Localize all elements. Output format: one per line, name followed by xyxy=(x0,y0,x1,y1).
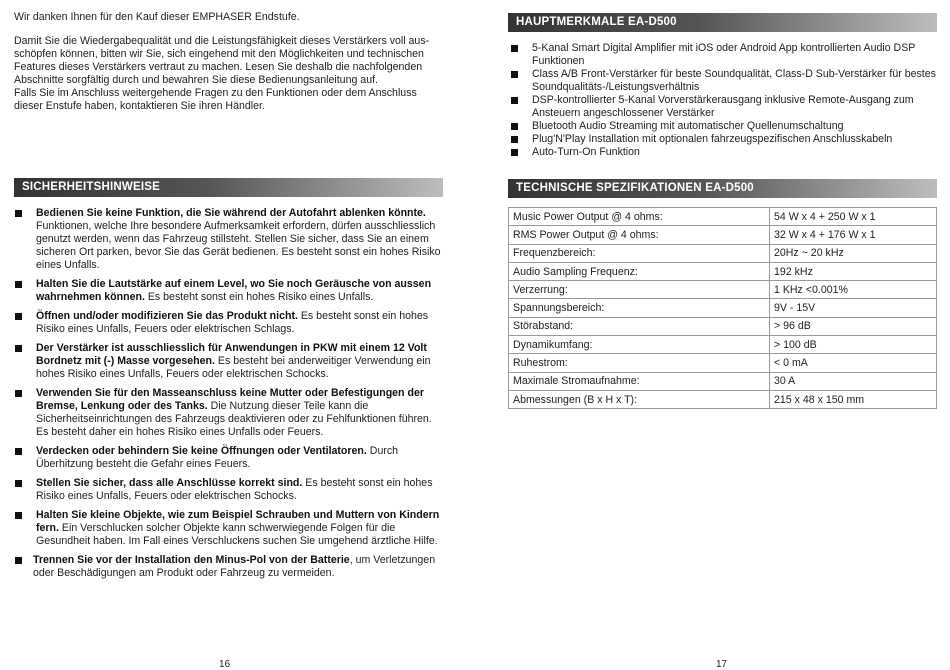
safety-item-bold: Halten Sie die Lautstärke auf einem Level, wo Sie noch Geräusche von aussen wahrnehmen können. xyxy=(36,278,432,303)
feature-item xyxy=(508,68,948,94)
spec-value: 30 A xyxy=(770,372,937,390)
spec-label: Maximale Stromaufnahme: xyxy=(509,372,770,390)
feature-item xyxy=(508,120,948,133)
bullet-square-icon xyxy=(15,512,22,519)
table-row xyxy=(509,336,937,354)
table-row xyxy=(509,372,937,390)
bullet-square-icon xyxy=(15,210,22,217)
spec-label: Music Power Output @ 4 ohms: xyxy=(509,208,770,226)
feature-item xyxy=(508,146,948,159)
spec-value: 9V - 15V xyxy=(770,299,937,317)
feature-item xyxy=(508,42,948,68)
spec-value: < 0 mA xyxy=(770,354,937,372)
table-row xyxy=(509,299,937,317)
safety-item xyxy=(12,554,442,580)
table-row xyxy=(509,390,937,408)
safety-item-text: Durch Überhitzung besteht die Gefahr eines Feuers. xyxy=(36,445,399,470)
table-row xyxy=(509,208,937,226)
spec-label: Abmessungen (B x H x T): xyxy=(509,390,770,408)
table-row xyxy=(509,244,937,262)
table-row xyxy=(509,354,937,372)
safety-item xyxy=(12,445,442,471)
spec-value: 20Hz ~ 20 kHz xyxy=(770,244,937,262)
safety-list xyxy=(12,207,442,586)
bullet-square-icon xyxy=(15,480,22,487)
spec-value: 54 W x 4 + 250 W x 1 xyxy=(770,208,937,226)
safety-item-text: Es besteht sonst ein hohes Risiko eines Unfalls. xyxy=(144,291,374,303)
safety-item xyxy=(12,477,442,503)
safety-item-text: Die Nutzung dieser Teile kann die Sicherheitseinrichtungen des Fahrzeugs deaktivieren oder zu Fehlfunktionen führen. Es besteht daher ein hohes Risiko eines Unfalls oder Feuers. xyxy=(36,400,432,438)
spec-label: Verzerrung: xyxy=(509,281,770,299)
left-page xyxy=(0,0,460,668)
spec-value: > 96 dB xyxy=(770,317,937,335)
specs-section-title: TECHNISCHE SPEZIFIKATIONEN EA-D500 xyxy=(508,179,937,198)
safety-item-text: Es besteht bei anderweitiger Verwendung ein hohes Risiko eines Unfalls, Feuers oder elektrischen Schocks. xyxy=(36,355,431,380)
spec-label: Ruhestrom: xyxy=(509,354,770,372)
safety-item xyxy=(12,310,442,336)
table-row xyxy=(509,262,937,280)
spec-value: 1 KHz <0.001% xyxy=(770,281,937,299)
bullet-square-icon xyxy=(511,136,518,143)
bullet-square-icon xyxy=(511,45,518,52)
bullet-square-icon xyxy=(15,557,22,564)
spec-label: Audio Sampling Frequenz: xyxy=(509,262,770,280)
spec-label: Dynamikumfang: xyxy=(509,336,770,354)
bullet-square-icon xyxy=(15,281,22,288)
safety-item-bold: Bedienen Sie keine Funktion, die Sie während der Autofahrt ablenken könnte. xyxy=(36,207,426,219)
safety-item-bold: Halten Sie kleine Objekte, wie zum Beispiel Schrauben und Muttern von Kindern fern. xyxy=(36,509,440,534)
safety-section-title: SICHERHEITSHINWEISE xyxy=(14,178,443,197)
safety-item-text: , um Verletzungen oder Beschädigungen am Produkt oder Fahrzeug zu vermeiden. xyxy=(33,554,436,579)
safety-item xyxy=(12,387,442,439)
bullet-square-icon xyxy=(511,71,518,78)
safety-item xyxy=(12,342,442,381)
features-section-title: HAUPTMERKMALE EA-D500 xyxy=(508,13,937,32)
feature-text: Plug'N'Play Installation mit optionalen fahrzeugspezifischen Anschlusskabeln xyxy=(532,133,893,145)
specs-table xyxy=(508,207,937,409)
feature-item xyxy=(508,94,948,120)
bullet-square-icon xyxy=(15,448,22,455)
bullet-square-icon xyxy=(511,97,518,104)
spec-value: > 100 dB xyxy=(770,336,937,354)
safety-item-bold: Öffnen und/oder modifizieren Sie das Produkt nicht. xyxy=(36,310,298,322)
spec-label: Frequenzbereich: xyxy=(509,244,770,262)
intro-body: Damit Sie die Wiedergabequalität und die Leistungsfähigkeit dieses Verstärkers voll aus- schöpfen können, bitten wir Sie, sich eingehend mit den Möglichkeiten und technischen Features dieses Verstärkers vertraut zu machen. Lesen Sie deshalb die nachfolgenden Abschnitte sorgfältig durch und bewahren Sie diese Bedienungsanleitung auf. Falls Sie im Anschluss weitergehende Fragen zu den Funktionen oder dem Anschluss dieser Enstufe haben, kontaktieren Sie ihren Händler. xyxy=(14,35,430,112)
bullet-square-icon xyxy=(511,123,518,130)
safety-item-bold: Der Verstärker ist ausschliesslich für Anwendungen in PKW mit einem 12 Volt Bordnetz mit (-) Masse vorgesehen. xyxy=(36,342,427,367)
feature-item xyxy=(508,133,948,146)
feature-text: 5-Kanal Smart Digital Amplifier mit iOS oder Android App kontrollierten Audio DSP Funktionen xyxy=(532,42,916,67)
table-row xyxy=(509,281,937,299)
safety-item-text: Es besteht sonst ein hohes Risiko eines Unfalls, Feuers oder elektrischen Schocks. xyxy=(36,477,433,502)
safety-item-text: Es besteht sonst ein hohes Risiko eines Unfalls, Feuers oder elektrischen Schlags. xyxy=(36,310,429,335)
bullet-square-icon xyxy=(15,345,22,352)
spec-label: RMS Power Output @ 4 ohms: xyxy=(509,226,770,244)
safety-item-bold: Verwenden Sie für den Masseanschluss keine Mutter oder Befestigungen der Bremse, Lenkung oder des Tanks. xyxy=(36,387,424,412)
spec-value: 215 x 48 x 150 mm xyxy=(770,390,937,408)
bullet-square-icon xyxy=(15,390,22,397)
safety-item xyxy=(12,278,442,304)
feature-text: Bluetooth Audio Streaming mit automatischer Quellenumschaltung xyxy=(532,120,844,132)
bullet-square-icon xyxy=(511,149,518,156)
safety-item-bold: Trennen Sie vor der Installation den Minus-Pol von der Batterie xyxy=(33,554,350,566)
spec-label: Spannungsbereich: xyxy=(509,299,770,317)
spec-label: Störabstand: xyxy=(509,317,770,335)
page-number: 16 xyxy=(219,659,231,670)
safety-item xyxy=(12,509,442,548)
feature-text: Class A/B Front-Verstärker für beste Soundqualität, Class-D Sub-Verstärker für bestes Soundqualitäts-/Leistungsverhältnis xyxy=(532,68,936,93)
safety-item-text: Ein Verschlucken solcher Objekte kann schwerwiegende Folgen für die Gesundheit haben. Im Fall eines Verschluckens suchen Sie umgehend ärztliche Hilfe. xyxy=(36,522,438,547)
bullet-square-icon xyxy=(15,313,22,320)
intro-thanks: Wir danken Ihnen für den Kauf dieser EMPHASER Endstufe. xyxy=(14,11,300,23)
intro-text xyxy=(14,11,444,124)
page-number: 17 xyxy=(716,659,728,670)
right-page xyxy=(475,0,950,668)
feature-text: Auto-Turn-On Funktion xyxy=(532,146,640,158)
spec-value: 32 W x 4 + 176 W x 1 xyxy=(770,226,937,244)
safety-item-bold: Stellen Sie sicher, dass alle Anschlüsse korrekt sind. xyxy=(36,477,303,489)
safety-item xyxy=(12,207,442,272)
table-row xyxy=(509,226,937,244)
spec-value: 192 kHz xyxy=(770,262,937,280)
feature-text: DSP-kontrollierter 5-Kanal Vorverstärkerausgang inklusive Remote-Ausgang zum Ansteuern angeschlossener Verstärker xyxy=(532,94,914,119)
safety-item-text: Funktionen, welche Ihre besondere Aufmerksamkeit erfordern, dürfen ausschliesslich genutzt werden, wenn das Fahrzeug stillsteht. Stellen Sie sicher, dass Sie an einem sicheren Ort parken, bevor Sie das Gerät bedienen. Es besteht sonst ein hohes Risiko eines Unfalls. xyxy=(36,220,441,271)
features-list xyxy=(508,42,948,159)
table-row xyxy=(509,317,937,335)
safety-item-bold: Verdecken oder behindern Sie keine Öffnungen oder Ventilatoren. xyxy=(36,445,367,457)
